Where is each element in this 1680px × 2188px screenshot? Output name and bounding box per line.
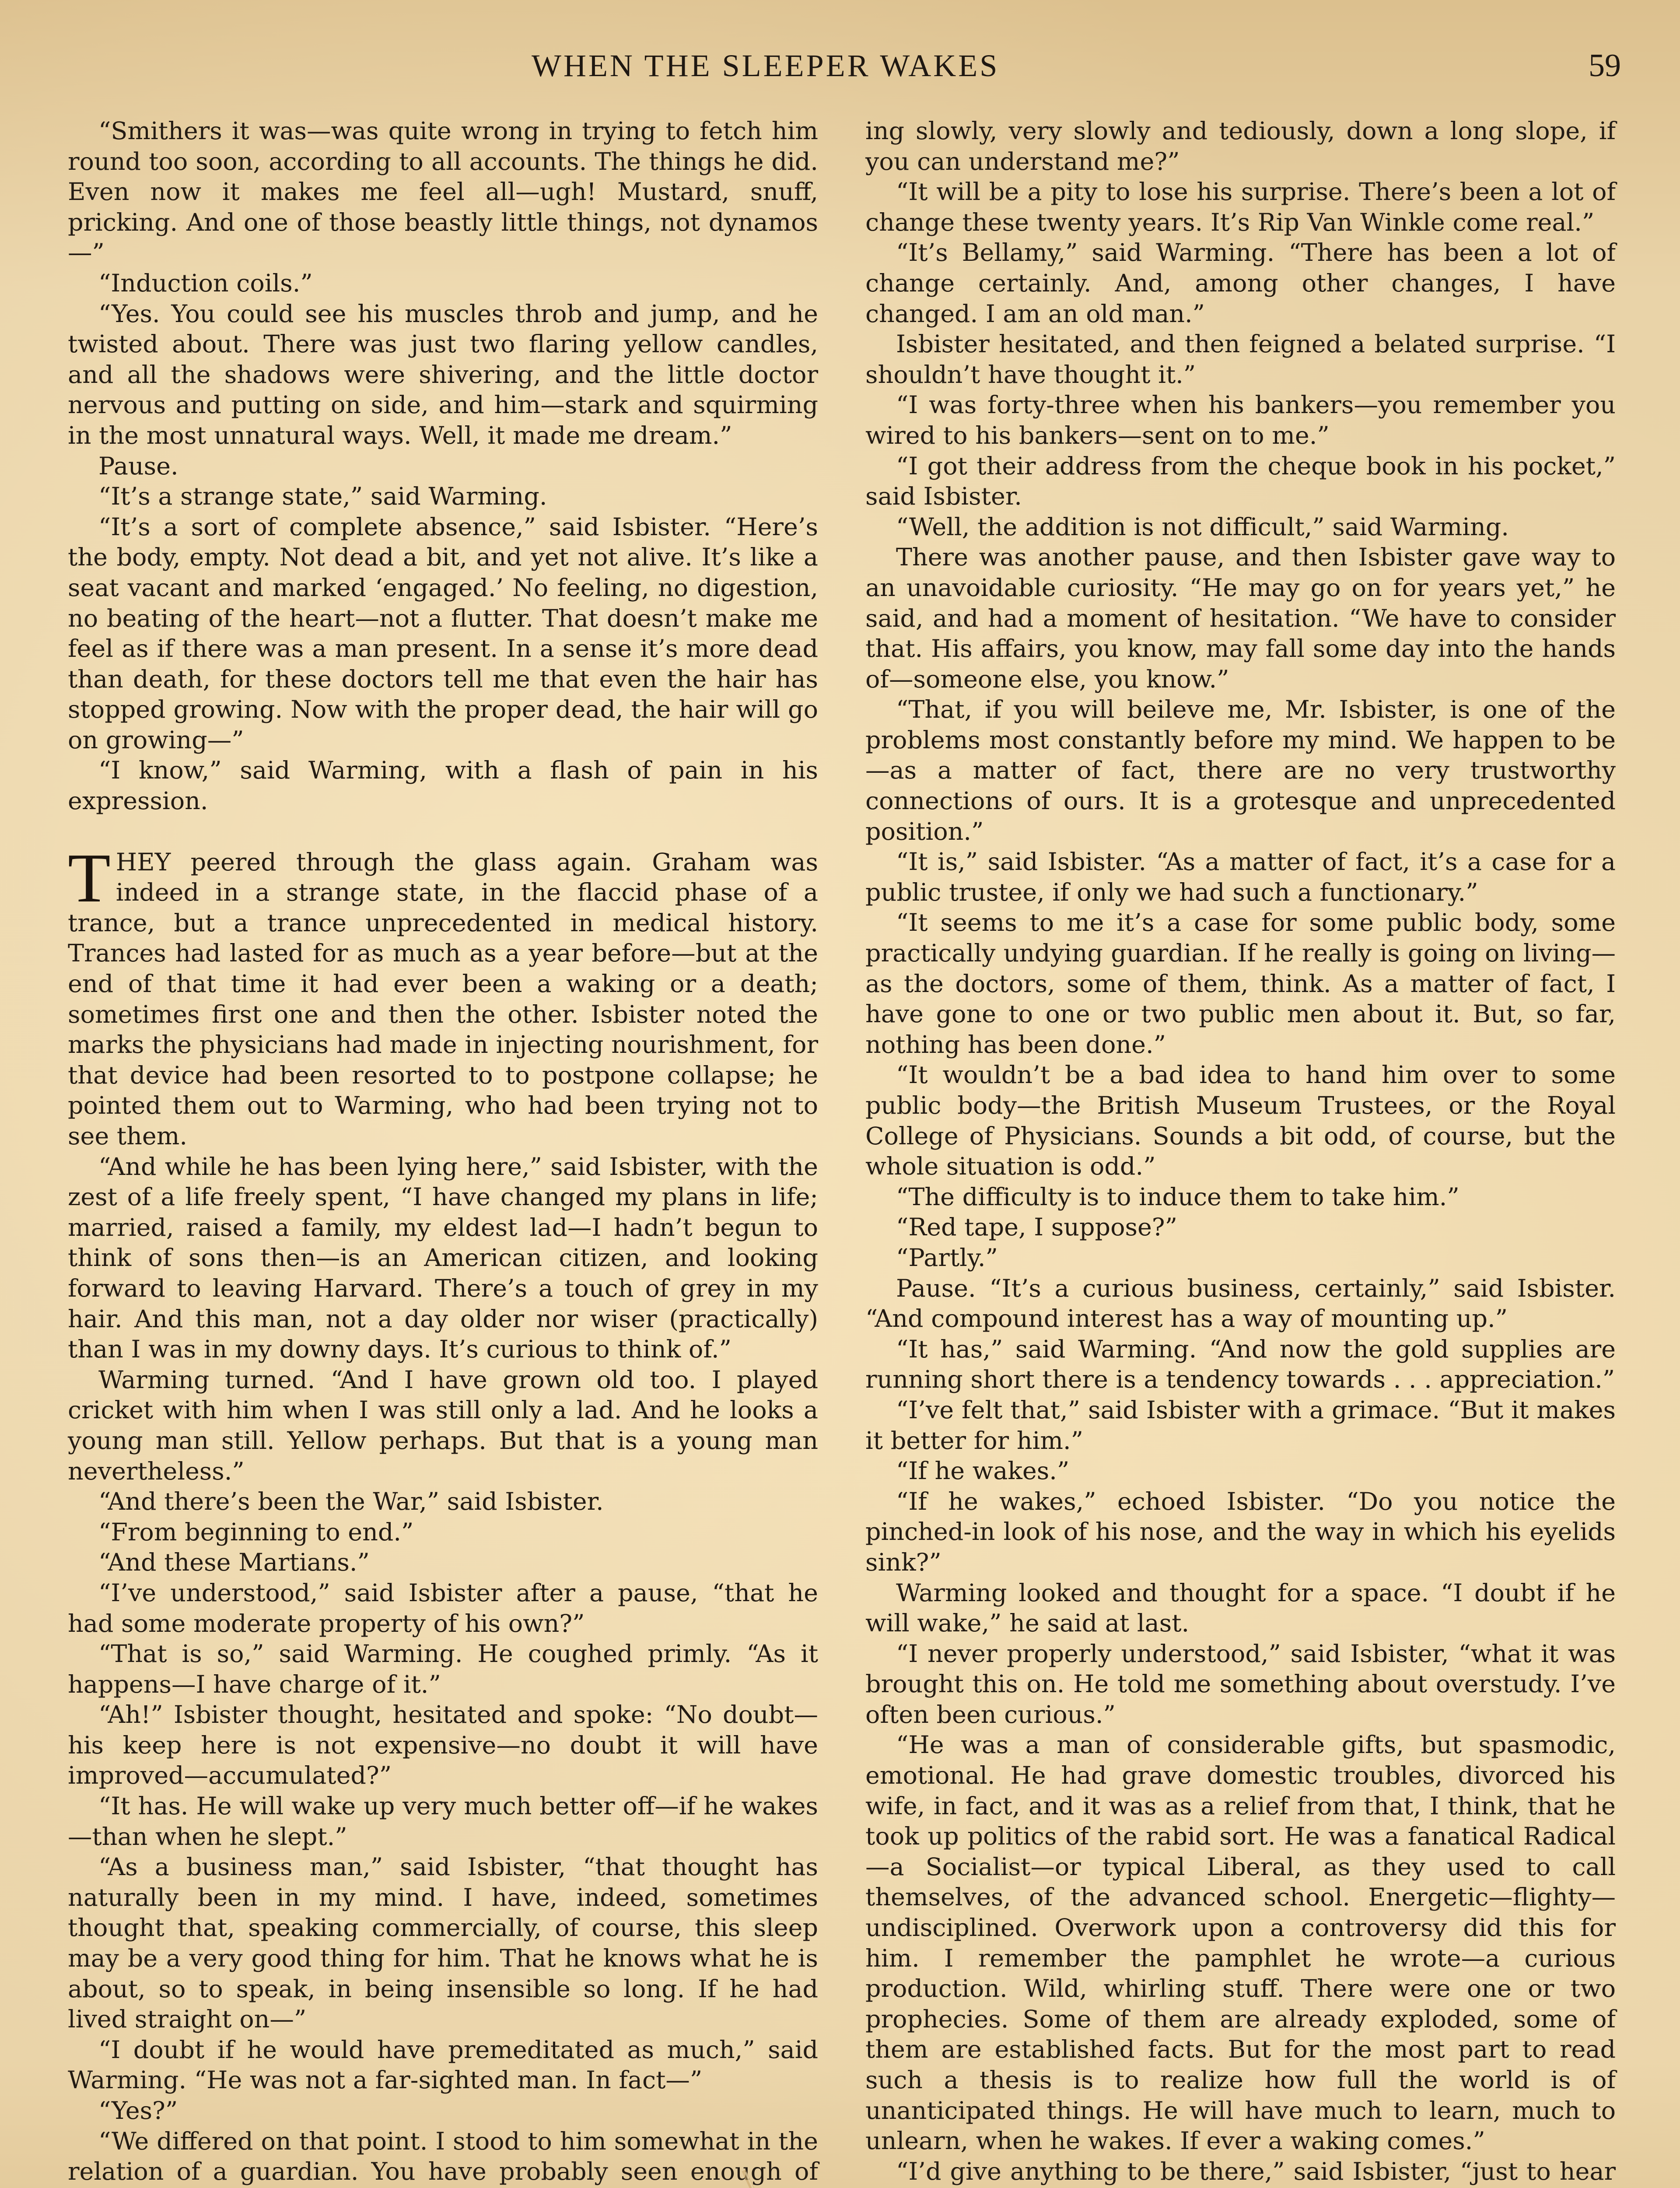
paragraph: “Red tape, I suppose?” — [896, 1213, 1177, 1242]
page-header — [0, 42, 1680, 90]
paragraph: “I’ve felt that,” said Isbister with a grimace. “But it makes it better for him.” — [865, 1396, 1616, 1455]
paragraph: “That, if you will beileve me, Mr. Isbister, is one of the problems most constantly before my mind. We happen to be—as a matter of fact, there are no very trustworthy connections of ours. It is a grotesque and unprecedented position.” — [865, 695, 1616, 846]
left-column — [68, 116, 818, 2188]
section-opening-paragraph — [68, 838, 818, 1152]
paragraph: “As a business man,” said Isbister, “that thought has naturally been in my mind. I have, indeed, sometimes thought that, speaking commercially, of course, this sleep may be a very good thing for him. That he knows what he is about, so to speak, in being insensible so long. If he had lived straight on—” — [68, 1853, 818, 2034]
paragraph: “It is,” said Isbister. “As a matter of fact, it’s a case for a public trustee, if only we had such a functionary.” — [865, 848, 1616, 907]
paper-crease — [739, 2166, 853, 2188]
paragraph: “He was a man of considerable gifts, but spasmodic, emotional. He had grave domestic troubles, divorced his wife, in fact, and it was as a relief from that, I think, that he took up politics of the rabid sort. He was a fanatical Radical—a Socialist—or typical Liberal, as they used to call themselves, of the advanced school. Energetic—flighty—undisciplined. Overwork upon a controversy did this for him. I remember the pamphlet he wrote—a curious production. Wild, whirling stuff. There were one or two prophecies. Some of them are already exploded, some of them are established facts. But for the most part to read such a thesis is to realize how full the world is of unanticipated things. He will have much to learn, much to unlearn, when he wakes. If ever a waking comes.” — [865, 1731, 1616, 2156]
right-column — [865, 116, 1616, 2188]
paragraph: “It has,” said Warming. “And now the gold supplies are running short there is a tendency towards . . . appreciation.” — [865, 1335, 1616, 1394]
paragraph: “It has. He will wake up very much better off—if he wakes—than when he slept.” — [68, 1792, 818, 1851]
paragraph: Pause. “It’s a curious business, certainly,” said Isbister. “And compound interest has a way of mounting up.” — [865, 1274, 1616, 1333]
paragraph: “Smithers it was—was quite wrong in trying to fetch him round too soon, according to all accounts. The things he did. Even now it makes me feel all—ugh! Mustard, snuff, pricking. And one of those beastly little things, not dynamos—” — [68, 117, 818, 267]
paragraph: “It wouldn’t be a bad idea to hand him over to some public body—the British Museum Trustees, or the Royal College of Physicians. Sounds a bit odd, of course, but the whole situation is odd.” — [865, 1061, 1616, 1181]
paragraph: “It seems to me it’s a case for some public body, some practically undying guardian. If he really is going on living—as the doctors, some of them, think. As a matter of fact, I have gone to one or two public men about it. But, so far, nothing has been done.” — [865, 908, 1616, 1059]
paragraph: “Yes. You could see his muscles throb and jump, and he twisted about. There was just two flaring yellow candles, and all the shadows were shivering, and the little doctor nervous and putting on side, and him—stark and squirming in the most unnatural ways. Well, it made me dream.” — [68, 299, 818, 450]
section-opening-text: HEY peered through the glass again. Graham was indeed in a strange state, in the flaccid phase of a trance, but a trance unprecedented in medical history. Trances had lasted for as much as a year before—but at the end of that time it had ever been a waking or a death; sometimes first one and then the other. Isbister noted the marks the physicians had made in injecting nourishment, for that device had been resorted to to postpone collapse; he pointed them out to Warming, who had been trying not to see them. — [68, 848, 818, 1150]
paragraph: “From beginning to end.” — [98, 1518, 414, 1546]
paragraph: “I’ve understood,” said Isbister after a pause, “that he had some moderate property of his own?” — [68, 1578, 818, 1638]
paragraph: “If he wakes,” echoed Isbister. “Do you notice the pinched-in look of his nose, and the way in which his eyelids sink?” — [865, 1487, 1616, 1577]
running-title: WHEN THE SLEEPER WAKES — [532, 48, 1000, 83]
paragraph: “I’d give anything to be there,” said Isbister, “just to hear — [896, 2157, 1616, 2186]
paragraph: Pause. — [98, 452, 178, 480]
paragraph: “I never properly understood,” said Isbister, “what it was brought this on. He told me something about overstudy. I’ve often been curious.” — [865, 1639, 1616, 1729]
paragraph: “I got their address from the cheque book in his pocket,” said Isbister. — [865, 452, 1616, 511]
paragraph: Warming looked and thought for a space. “I doubt if he will wake,” he said at last. — [865, 1578, 1616, 1638]
paragraph: “And there’s been the War,” said Isbister. — [98, 1487, 604, 1516]
paragraph: “Induction coils.” — [98, 269, 313, 298]
paragraph: Isbister hesitated, and then feigned a belated surprise. “I shouldn’t have thought it.” — [865, 330, 1616, 389]
paragraph: There was another pause, and then Isbister gave way to an unavoidable curiosity. “He may go on for years yet,” he said, and had a moment of hesitation. “We have to consider that. His affairs, you know, may fall some day into the hands of—someone else, you know.” — [865, 543, 1616, 694]
paragraph: “Ah!” Isbister thought, hesitated and spoke: “No doubt—his keep here is not expensive—no doubt it will have improved—accumulated?” — [68, 1701, 818, 1790]
paragraph: “I was forty-three when his bankers—you remember you wired to his bankers—sent on to me.” — [865, 391, 1616, 450]
paragraph: “It’s a strange state,” said Warming. — [98, 482, 547, 511]
paragraph: “The difficulty is to induce them to take him.” — [896, 1182, 1460, 1211]
paragraph: “And while he has been lying here,” said Isbister, with the zest of a life freely spent, “I have changed my plans in life; married, raised a family, my eldest lad—I hadn’t begun to think of sons then—is an American citizen, and looking forward to leaving Harvard. There’s a touch of grey in my hair. And this man, not a day older nor wiser (practically) than I was in my downy days. It’s curious to think of.” — [68, 1152, 818, 1364]
paragraph: “I know,” said Warming, with a flash of pain in his expression. — [68, 756, 818, 816]
paragraph: “Yes?” — [98, 2097, 178, 2125]
paragraph: “If he wakes.” — [896, 1457, 1070, 1486]
paragraph: “It’s Bellamy,” said Warming. “There has been a lot of change certainly. And, among other changes, I have changed. I am an old man.” — [865, 238, 1616, 328]
paragraph: “Partly.” — [896, 1243, 998, 1272]
paragraph: Warming turned. “And I have grown old too. I played cricket with him when I was still only a lad. And he looks a young man still. Yellow perhaps. But that is a young man nevertheless.” — [68, 1365, 818, 1486]
page-number: 59 — [1589, 48, 1621, 84]
paragraph: “Well, the addition is not difficult,” said Warming. — [896, 512, 1509, 541]
paragraph: “And these Martians.” — [98, 1548, 370, 1577]
drop-cap: T — [68, 838, 111, 917]
paragraph: “It’s a sort of complete absence,” said Isbister. “Here’s the body, empty. Not dead a bit, and yet not alive. It’s like a seat vacant and marked ‘engaged.’ No feeling, no digestion, no beating of the heart—not a flutter. That doesn’t make me feel as if there was a man present. In a sense it’s more dead than death, for these doctors tell me that even the hair has stopped growing. Now with the proper dead, the hair will go on growing—” — [68, 512, 818, 754]
paragraph-continued: ing slowly, very slowly and tediously, down a long slope, if you can understand me?” — [865, 117, 1616, 176]
paragraph: “It will be a pity to lose his surprise. There’s been a lot of change these twenty years. It’s Rip Van Winkle come real.” — [865, 178, 1616, 237]
paragraph: “That is so,” said Warming. He coughed primly. “As it happens—I have charge of it.” — [68, 1640, 818, 1699]
paragraph: “We differed on that point. I stood to him somewhat in the relation of a guardian. You have probably seen enough of — [68, 2127, 818, 2186]
paragraph: “I doubt if he would have premeditated as much,” said Warming. “He was not a far-sighted man. In fact—” — [68, 2035, 818, 2095]
